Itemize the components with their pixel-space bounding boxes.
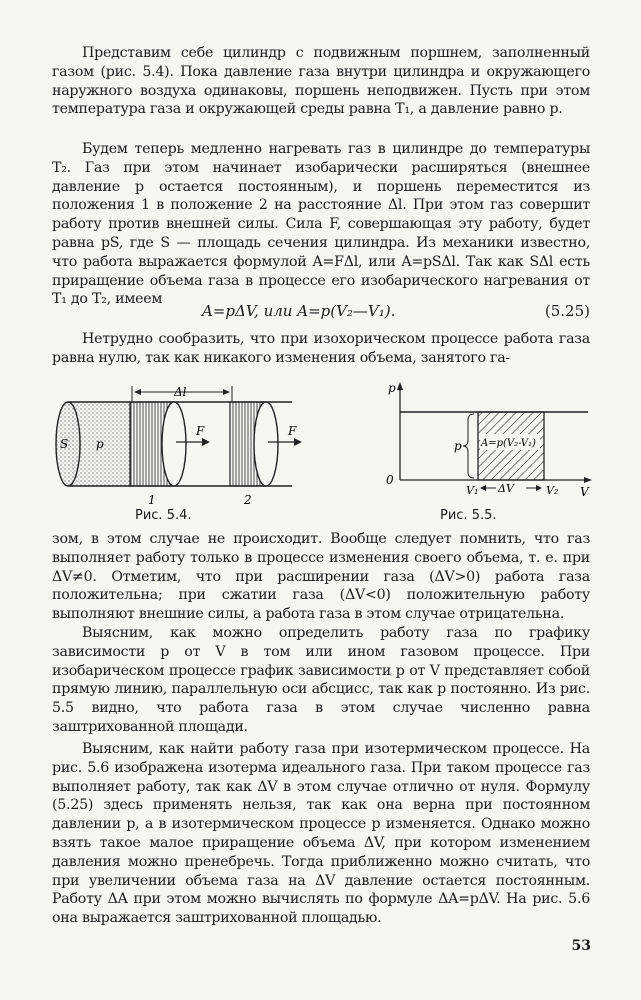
label-position-2: 2: [244, 493, 252, 507]
label-V2: V₂: [546, 484, 559, 497]
label-delta-V: ΔV: [498, 482, 514, 495]
page-number: 53: [571, 938, 591, 954]
label-p: p: [96, 437, 104, 451]
paragraph-isobaric-heating: Будем теперь медленно нагревать газ в цилиндре до температуры T₂. Газ при этом начинает изобарически расширяться (внешнее давление p остается постоянным), и поршень переместится из положения 1 в положение 2 на расстояние Δl. При этом газ совершит работу против внешней силы. Сила F, совершающая эту работу, будет равна pS, где S — площадь сечения цилиндра. Из механики известно, что работа выражается формулой A=FΔl, или A=pSΔl. Так как SΔl есть приращение объема газа в процессе его изобарического нагревания от T₁ до T₂, имеем: [52, 141, 590, 308]
paragraph-cylinder-intro: Представим себе цилиндр с подвижным поршнем, заполненный газом (рис. 5.4). Пока давление газа внутри цилиндра и окружающего наружного воздуха одинаковы, поршень неподвижен. Пусть при этом температура газа и окружающей среды равна T₁, а давление равно p.: [52, 45, 590, 118]
origin-label: 0: [386, 473, 394, 487]
axis-label-V: V: [580, 485, 589, 499]
label-position-1: 1: [148, 493, 156, 507]
formula-expression: A=pΔV, или A=p(V₂—V₁).: [202, 302, 396, 320]
axis-label-p: p: [388, 381, 396, 395]
pressure-brace: [463, 414, 474, 478]
formula-number: (5.25): [544, 302, 590, 320]
caption-figure-5-4: Рис. 5.4.: [135, 508, 192, 523]
label-F-2: F: [288, 424, 297, 438]
figure-5-4-cylinder: [52, 380, 322, 510]
area-label: A=p(V₂-V₁): [481, 438, 536, 449]
paragraph-isothermal: Выясним, как найти работу газа при изотермическом процессе. На рис. 5.6 изображена изотерма идеального газа. При таком процессе газ выполняет работу, так как ΔV в этом случае отлично от нуля. Формулу (5.25) здесь применять нельзя, так как она верна при постоянном давлении p, а в изотермическом процессе p изменяется. Однако можно взять такое малое приращение объема ΔV, при котором изменением давления можно пренебречь. Тогда приближенно можно считать, что при увеличении объема газа на ΔV давление остается постоянным. Работу ΔA при этом можно вычислять по формуле ΔA=pΔV. На рис. 5.6 она выражается заштрихованной площадью.: [52, 741, 590, 927]
paragraph-work-volume-change: зом, в этом случае не происходит. Вообще следует помнить, что газ выполняет работу только в процессе изменения своего объема, т. е. при ΔV≠0. Отметим, что при расширении газа (ΔV>0) работа газа положительна; при сжатии газа (ΔV<0) положительную работу выполняют внешние силы, а работа газа в этом случае отрицательна.: [52, 531, 590, 623]
label-delta-l: Δl: [174, 385, 187, 399]
label-p-brace: p: [454, 439, 462, 453]
label-F-1: F: [196, 424, 205, 438]
label-S: S: [60, 437, 69, 451]
paragraph-graph-work: Выясним, как можно определить работу газа по графику зависимости p от V в том или ином газовом процессе. При изобарическом процессе график зависимости p от V представляет собой прямую линию, параллельную оси абсцисс, так как p постоянно. Из рис. 5.5 видно, что работа газа в этом случае численно равна заштрихованной площади.: [52, 625, 590, 735]
figure-5-5-pv-diagram: [370, 380, 595, 500]
label-V1: V₁: [466, 484, 479, 497]
paragraph-isochoric: Нетрудно сообразить, что при изохорическом процессе работа газа равна нулю, так как никакого изменения объема, занятого га-: [52, 331, 590, 366]
formula-5-25: [52, 302, 590, 322]
caption-figure-5-5: Рис. 5.5.: [440, 508, 497, 523]
